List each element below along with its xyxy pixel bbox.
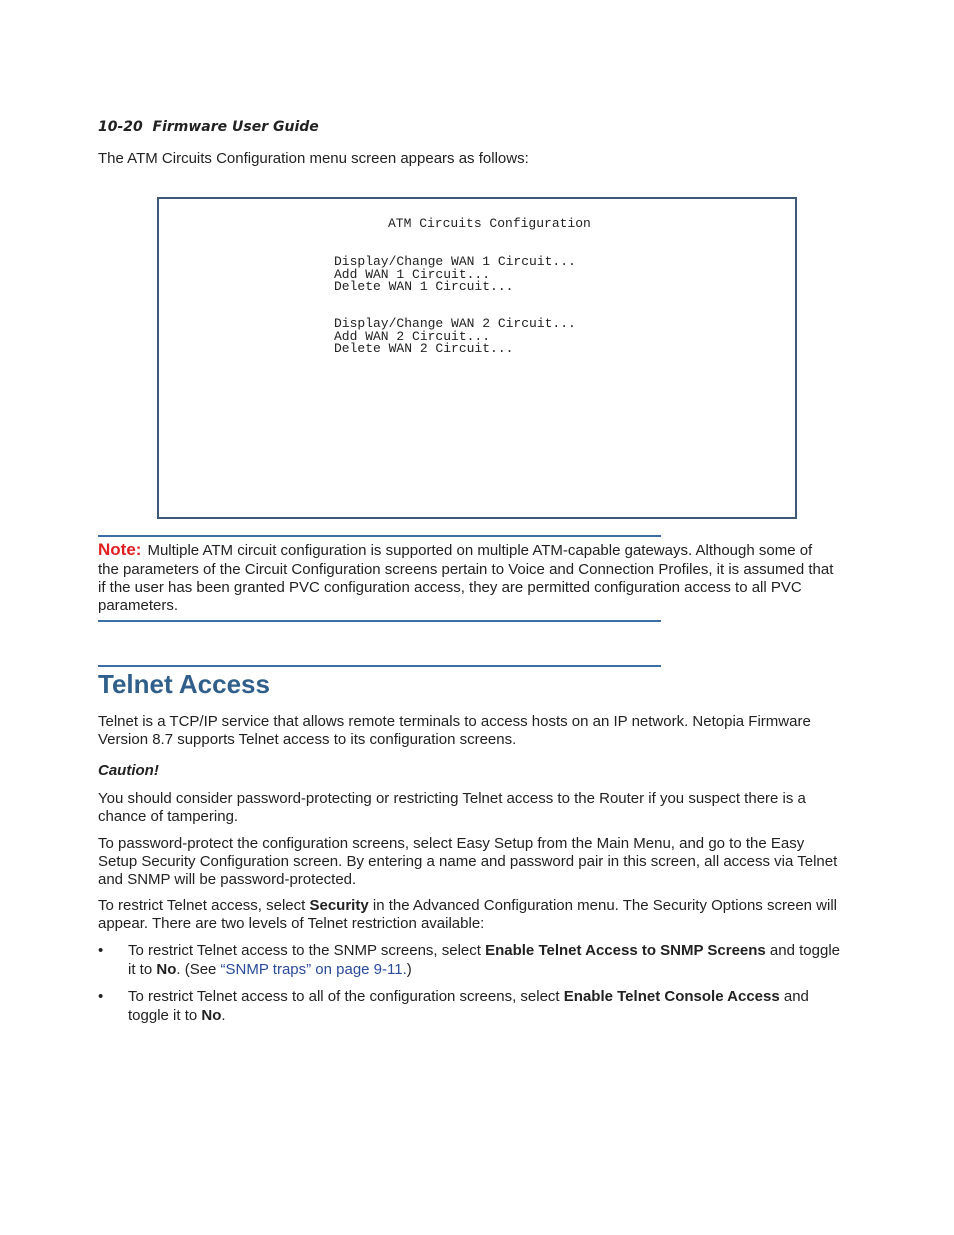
caution-para-line-1: You should consider password-protecting or restricting Telnet access to the Router if you suspect there is a — [98, 790, 806, 807]
menu-item-display-wan2: Display/Change WAN 2 Circuit... — [334, 316, 576, 331]
bullet-2-line-2: toggle it to No. — [128, 1007, 226, 1024]
running-head: 10-20 Firmware User Guide — [98, 119, 319, 135]
bullet-1-line-1: To restrict Telnet access to the SNMP screens, select Enable Telnet Access to SNMP Screens and toggle — [128, 942, 840, 959]
note-line-2: the parameters of the Circuit Configuration screens pertain to Voice and Connection Profiles, it is assumed that — [98, 561, 834, 578]
terminal-screen — [157, 197, 797, 519]
telnet-para-1-line-1: Telnet is a TCP/IP service that allows remote terminals to access hosts on an IP network. Netopia Firmware — [98, 713, 811, 730]
menu-item-add-wan1: Add WAN 1 Circuit... — [334, 266, 491, 282]
telnet-para-1-line-2: Version 8.7 supports Telnet access to its configuration screens. — [98, 731, 517, 748]
menu-item-delete-wan1: Delete WAN 1 Circuit... — [334, 279, 514, 294]
note-rule-bottom — [98, 620, 661, 622]
section-rule — [98, 665, 661, 667]
caution-para-line-2: chance of tampering. — [98, 808, 239, 825]
note-rule-top — [98, 535, 661, 537]
security-term: Security — [309, 897, 369, 914]
menu-item-add-wan2: Add WAN 2 Circuit... — [334, 328, 491, 344]
bullet-2-line-1: To restrict Telnet access to all of the configuration screens, select Enable Telnet Console Access and — [128, 988, 809, 1005]
note-line-4: parameters. — [98, 597, 179, 614]
menu-item-delete-wan2: Delete WAN 2 Circuit... — [334, 341, 514, 356]
bullet-dot-1: • — [98, 942, 104, 959]
bullet-1-line-2: it to No. (See “SNMP traps” on page 9-11.) — [128, 961, 412, 978]
restrict-para-line-2: appear. There are two levels of Telnet restriction available: — [98, 915, 485, 932]
intro-text: The ATM Circuits Configuration menu screen appears as follows: — [98, 150, 529, 167]
menu-item-display-wan1: Display/Change WAN 1 Circuit... — [334, 254, 576, 269]
snmp-traps-link[interactable]: “SNMP traps” on page 9-11. — [220, 961, 407, 978]
note-line-3: if the user has been granted PVC configuration access, they are permitted configuration access to all PVC — [98, 579, 802, 596]
caution-heading: Caution! — [98, 762, 159, 779]
section-title: Telnet Access — [98, 669, 270, 699]
note-label: Note: — [98, 540, 142, 559]
terminal-title: ATM Circuits Configuration — [388, 216, 591, 231]
password-para-line-2: Setup Security Configuration screen. By entering a name and password pair in this screen, all access via Telnet — [98, 853, 838, 870]
password-para-line-3: and SNMP will be password-protected. — [98, 871, 357, 888]
password-para-line-1: To password-protect the configuration screens, select Easy Setup from the Main Menu, and go to the Easy — [98, 835, 805, 852]
bullet-dot-2: • — [98, 988, 104, 1005]
note-line-1: Note: Multiple ATM circuit configuration is supported on multiple ATM-capable gateways. Although some of — [98, 540, 813, 559]
restrict-para-line-1: To restrict Telnet access, select Security in the Advanced Configuration menu. The Security Options screen will — [98, 897, 837, 914]
